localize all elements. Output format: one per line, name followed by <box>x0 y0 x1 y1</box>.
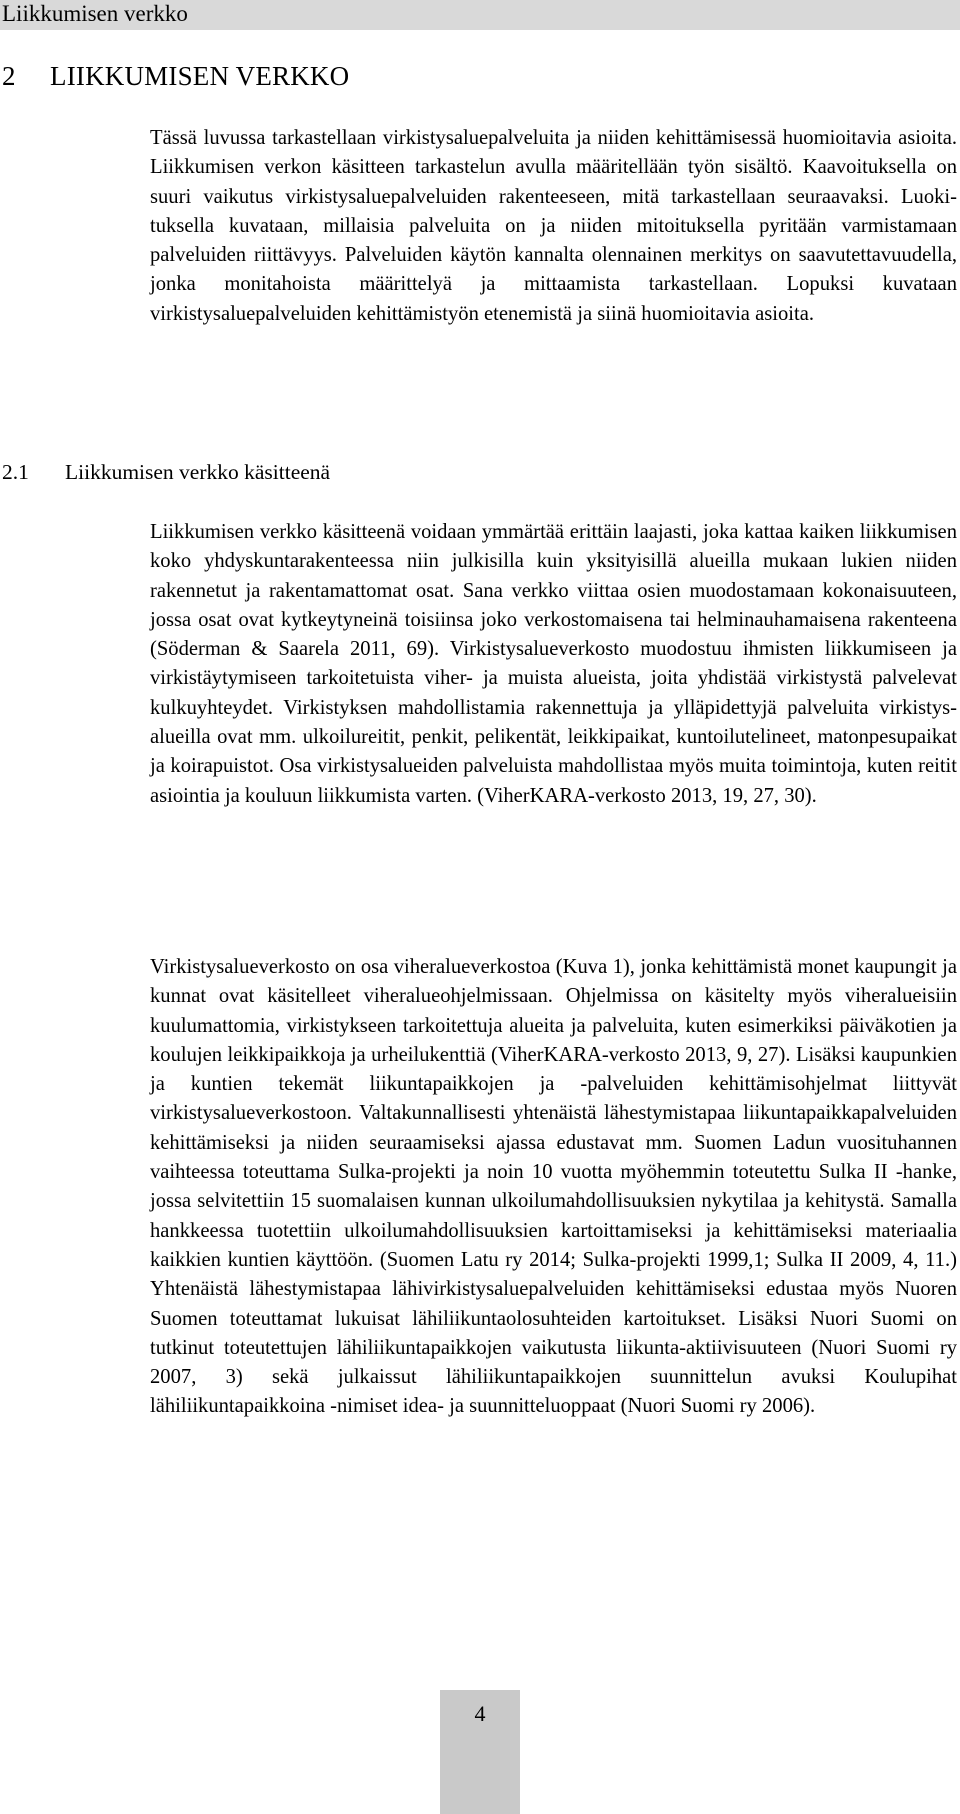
chapter-title: LIIKKUMISEN VERKKO <box>50 61 350 91</box>
body-paragraph: Virkistysalueverkosto on osa viheralueverkostoa (Kuva 1), jonka kehittämistä monet kaupungit ja kunnat ovat käsitelleet viheralueohjelmissaan. Ohjelmissa on käsitelty myös viheralueisiin kuulumattomia, virkistykseen tarkoitettuja alueita ja palveluita, kuten esimerkiksi päiväkotien ja koulujen leikkipaikkoja ja urheilukenttiä (ViherKARA-verkosto 2013, 9, 27). Lisäksi kaupunkien ja kuntien tekemät liikuntapaikkojen ja -palveluiden kehittämisohjelmat liittyvät virkistysalueverkostoon. Valtakunnallisesti yhtenäistä lähestymistapaa liikuntapaikkapalveluiden kehittämiseksi ja niiden seuraamiseksi ajassa edustavat mm. Suomen Ladun vuosituhannen vaihteessa toteuttama Sulka-projekti ja noin 10 vuotta myöhemmin toteutettu Sulka II -hanke, jossa selvitettiin 15 suomalaisen kunnan ulkoilumahdollisuuksien nykytilaa ja kehitystä. Samalla hankkeessa tuotettiin ulkoilumahdollisuuksien kartoittamiseksi ja kehittämiseksi materiaalia kaikkien kuntien käyttöön. (Suomen Latu ry 2014; Sulka-projekti 1999,1; Sulka II 2009, 4, 11.) Yhtenäistä lähestymistapaa lähivirkistysaluepalveluiden kehittämiseksi edustaa myös Nuoren Suomen toteuttamat lukuisat lähiliikuntaolosuhteiden kartoitukset. Lisäksi Nuori Suomi on tutkinut toteutettujen lähiliikuntapaikkojen vaikutusta liikunta-aktiivisuuteen (Nuori Suomi ry 2007, 3) sekä julkaissut lähiliikuntapaikkojen suunnittelun avuksi Koulupihat lähiliikuntapaikkoina -nimiset idea- ja suunnitteluoppaat (Nuori Suomi ry 2006). <box>150 956 957 1418</box>
section-heading <box>2 458 330 486</box>
section-number: 2.1 <box>2 460 29 484</box>
page-number: 4 <box>474 1701 486 1726</box>
running-header <box>0 0 960 30</box>
body-paragraph: Liikkumisen verkko käsitteenä voidaan ymmärtää erittäin laajasti, joka kattaa kaiken liikkumisen koko yhdyskuntarakenteessa niin julkisilla kuin yksityisillä alueilla mukaan lukien niiden rakennetut ja rakentamattomat osat. Sana verkko viittaa osien muodostamaan kokonaisuuteen, jossa osat ovat kytkeytyneinä toisiinsa joko verkostomaisena tai helminauhamaisena rakenteena (Söderman & Saarela 2011, 69). Virkistysalueverkosto muodostuu ihmisten liikkumiseen ja virkistäytymiseen tarkoitetuista viher- ja muista alueista, joita yhdistää virkistystä palvelevat kulkuyhteydet. Virkistyksen mahdollistamia rakennettuja ja ylläpidettyjä palveluita virkistysalueilla ovat mm. ulkoilureitit, penkit, pelikentät, leikkipaikat, kuntoilutelineet, matonpesupaikat ja koirapuistot. Osa virkistysalueiden palveluista mahdollistaa myös muita toimintoja, kuten reitit asiointia ja kouluun liikkumista varten. (ViherKARA-verkosto 2013, 19, 27, 30). <box>150 521 957 807</box>
page-number-box <box>440 1690 520 1814</box>
section-title: Liikkumisen verkko käsitteenä <box>65 460 331 484</box>
chapter-heading <box>2 60 349 92</box>
running-header-title: Liikkumisen verkko <box>2 1 188 26</box>
intro-paragraph: Tässä luvussa tarkastellaan virkistysaluepalveluita ja niiden kehittämisessä huomioitavia asioita. Liikkumisen verkon käsitteen tarkastelun avulla määritellään työn sisältö. Kaavoituksella on suuri vaikutus virkistysaluepalveluiden rakenteeseen, mitä tarkastellaan seuraavaksi. Luokituksella kuvataan, millaisia palveluita on ja niiden mitoituksella pyritään varmistamaan palveluiden riittävyys. Palveluiden käytön kannalta olennainen merkitys on saavutettavuudella, jonka monitahoista määrittelyä ja mittaamista tarkastellaan. Lopuksi kuvataan virkistysaluepalveluiden kehittämistyön etenemistä ja siinä huomioitavia asioita. <box>150 127 957 325</box>
chapter-number: 2 <box>2 61 16 91</box>
